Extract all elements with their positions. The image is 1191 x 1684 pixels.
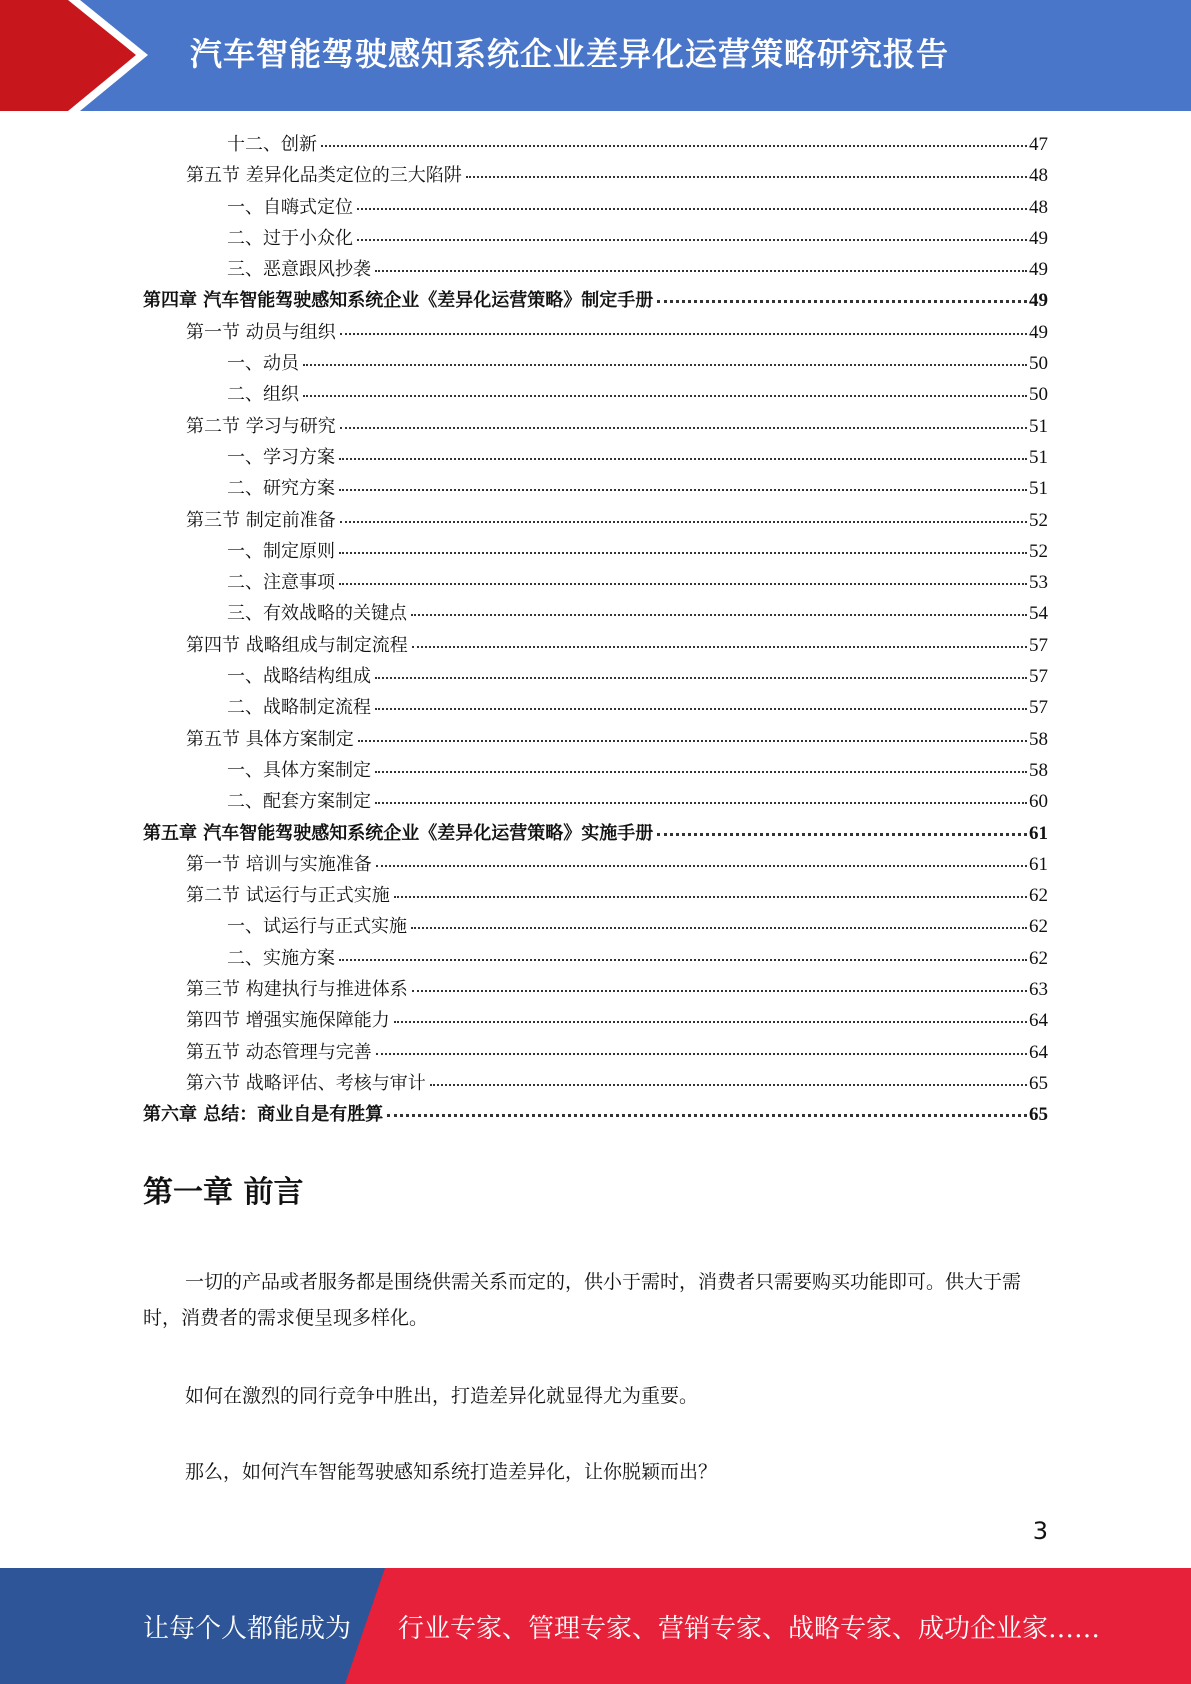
toc-leader-dots [411,927,1027,929]
toc-entry-page: 57 [1029,666,1048,688]
toc-leader-dots [394,1021,1027,1023]
toc-entry[interactable] [143,568,1048,599]
toc-leader-dots [412,990,1027,992]
toc-entry[interactable] [143,944,1048,975]
toc-entry-page: 63 [1029,979,1048,1001]
toc-entry-label: 第四节 增强实施保障能力 [186,1010,390,1032]
toc-entry-page: 61 [1029,822,1048,844]
toc-entry[interactable] [143,130,1048,161]
toc-leader-dots [376,865,1027,867]
toc-entry[interactable] [143,474,1048,505]
toc-entry[interactable] [143,912,1048,943]
toc-entry-page: 48 [1029,196,1048,218]
toc-entry-label: 二、配套方案制定 [227,791,371,813]
toc-leader-dots [466,176,1027,178]
toc-leader-dots [411,614,1027,616]
toc-entry[interactable] [143,255,1048,286]
table-of-contents [143,130,1048,1132]
toc-entry-page: 49 [1029,290,1048,312]
toc-entry[interactable] [143,506,1048,537]
toc-entry-page: 49 [1029,321,1048,343]
toc-entry-label: 一、学习方案 [227,446,335,468]
toc-leader-dots [358,740,1027,742]
toc-entry-label: 二、注意事项 [227,572,335,594]
toc-entry-page: 47 [1029,134,1048,155]
intro-paragraph-1: 一切的产品或者服务都是围绕供需关系而定的，供小于需时，消费者只需要购买功能即可。供大于需时，消费者的需求便呈现多样化。 [143,1271,1022,1329]
toc-leader-dots [657,300,1027,303]
footer-banner [0,1568,1191,1684]
toc-leader-dots [339,458,1027,460]
toc-entry-label: 第二节 学习与研究 [186,415,336,437]
toc-leader-dots [357,208,1027,210]
toc-leader-dots [375,677,1027,679]
toc-entry-label: 二、研究方案 [227,478,335,500]
toc-leader-dots [340,333,1027,335]
toc-entry[interactable] [143,537,1048,568]
toc-entry-page: 58 [1029,728,1048,750]
toc-entry-page: 57 [1029,697,1048,719]
toc-entry-label: 第五章 汽车智能驾驶感知系统企业《差异化运营策略》实施手册 [143,822,654,844]
toc-leader-dots [339,959,1027,961]
toc-leader-dots [376,1053,1027,1055]
toc-entry-label: 第四节 战略组成与制定流程 [186,634,408,656]
toc-entry[interactable] [143,881,1048,912]
toc-entry-label: 十二、创新 [227,134,317,155]
toc-leader-dots [339,552,1027,554]
toc-leader-dots [375,802,1027,804]
toc-entry[interactable] [143,756,1048,787]
toc-entry-label: 第三节 制定前准备 [186,509,336,531]
toc-leader-dots [321,145,1027,147]
toc-entry-page: 54 [1029,603,1048,625]
toc-entry-label: 一、自嗨式定位 [227,196,353,218]
toc-leader-dots [339,489,1027,491]
toc-entry[interactable] [143,286,1048,317]
toc-entry-page: 52 [1029,509,1048,531]
toc-entry-label: 第五节 动态管理与完善 [186,1041,372,1063]
toc-entry[interactable] [143,193,1048,224]
header-title: 汽车智能驾驶感知系统企业差异化运营策略研究报告 [190,35,950,73]
toc-entry-label: 三、恶意跟风抄袭 [227,259,371,281]
toc-entry-label: 第一节 培训与实施准备 [186,853,372,875]
toc-entry-page: 65 [1029,1104,1048,1126]
toc-entry[interactable] [143,819,1048,850]
toc-leader-dots [375,270,1027,272]
toc-entry-label: 一、制定原则 [227,540,335,562]
toc-leader-dots [340,521,1027,523]
toc-leader-dots [375,771,1027,773]
toc-entry-page: 51 [1029,478,1048,500]
toc-entry-page: 57 [1029,634,1048,656]
toc-entry-page: 49 [1029,227,1048,249]
toc-entry-page: 50 [1029,353,1048,375]
toc-entry-label: 一、战略结构组成 [227,666,371,688]
toc-leader-dots [657,833,1027,836]
toc-leader-dots [394,896,1027,898]
toc-entry[interactable] [143,318,1048,349]
toc-entry[interactable] [143,443,1048,474]
toc-leader-dots [357,239,1027,241]
toc-entry[interactable] [143,599,1048,630]
toc-entry-page: 51 [1029,446,1048,468]
toc-entry-page: 64 [1029,1010,1048,1032]
toc-leader-dots [375,708,1027,710]
toc-entry[interactable] [143,1100,1048,1131]
toc-entry[interactable] [143,161,1048,192]
toc-entry-label: 二、组织 [227,384,299,406]
toc-entry-page: 62 [1029,916,1048,938]
toc-entry-page: 53 [1029,572,1048,594]
toc-entry-page: 48 [1029,165,1048,187]
toc-leader-dots [340,427,1027,429]
toc-entry-label: 第四章 汽车智能驾驶感知系统企业《差异化运营策略》制定手册 [143,290,654,312]
toc-entry[interactable] [143,725,1048,756]
footer-slogan-right: 行业专家、管理专家、营销专家、战略专家、成功企业家…… [398,1614,1101,1644]
toc-entry[interactable] [143,1006,1048,1037]
intro-paragraph-2: 如何在激烈的同行竞争中胜出，打造差异化就显得尤为重要。 [185,1385,699,1407]
toc-leader-dots [303,395,1027,397]
toc-leader-dots [303,364,1027,366]
toc-entry-label: 三、有效战略的关键点 [227,603,407,625]
toc-entry-page: 51 [1029,415,1048,437]
toc-entry-page: 61 [1029,853,1048,875]
toc-entry[interactable] [143,1038,1048,1069]
toc-entry[interactable] [143,787,1048,818]
toc-entry[interactable] [143,975,1048,1006]
toc-entry-page: 50 [1029,384,1048,406]
toc-entry-label: 第六节 战略评估、考核与审计 [186,1072,426,1094]
toc-leader-dots [339,583,1027,585]
toc-leader-dots [412,646,1027,648]
toc-entry-label: 第一节 动员与组织 [186,321,336,343]
toc-entry-page: 58 [1029,759,1048,781]
toc-entry-label: 一、动员 [227,353,299,375]
toc-entry-label: 第二节 试运行与正式实施 [186,885,390,907]
toc-entry[interactable] [143,850,1048,881]
toc-entry[interactable] [143,380,1048,411]
toc-entry[interactable] [143,1069,1048,1100]
toc-entry-page: 52 [1029,540,1048,562]
toc-entry[interactable] [143,662,1048,693]
toc-leader-dots [387,1114,1027,1117]
toc-entry[interactable] [143,631,1048,662]
page-number: 3 [1032,1517,1048,1545]
footer-slogan-left: 让每个人都能成为 [143,1614,352,1644]
toc-entry-label: 二、过于小众化 [227,227,353,249]
toc-entry-page: 62 [1029,947,1048,969]
toc-entry[interactable] [143,412,1048,443]
toc-entry[interactable] [143,693,1048,724]
toc-entry-label: 一、具体方案制定 [227,759,371,781]
toc-entry-label: 二、实施方案 [227,947,335,969]
toc-entry-page: 60 [1029,791,1048,813]
chapter-heading: 第一章 前言 [143,1175,304,1210]
toc-entry-label: 二、战略制定流程 [227,697,371,719]
header-banner [0,0,1191,111]
intro-paragraph-3: 那么，如何汽车智能驾驶感知系统打造差异化，让你脱颖而出？ [185,1461,718,1483]
toc-entry-label: 第六章 总结：商业自是有胜算 [143,1104,384,1126]
toc-entry-label: 第三节 构建执行与推进体系 [186,979,408,1001]
toc-entry-page: 49 [1029,259,1048,281]
toc-entry-label: 第五节 具体方案制定 [186,728,354,750]
toc-entry-label: 一、试运行与正式实施 [227,916,407,938]
toc-entry-page: 64 [1029,1041,1048,1063]
toc-entry[interactable] [143,224,1048,255]
toc-entry-page: 62 [1029,885,1048,907]
toc-entry-page: 65 [1029,1072,1048,1094]
toc-entry[interactable] [143,349,1048,380]
toc-entry-label: 第五节 差异化品类定位的三大陷阱 [186,165,462,187]
toc-leader-dots [430,1084,1027,1086]
